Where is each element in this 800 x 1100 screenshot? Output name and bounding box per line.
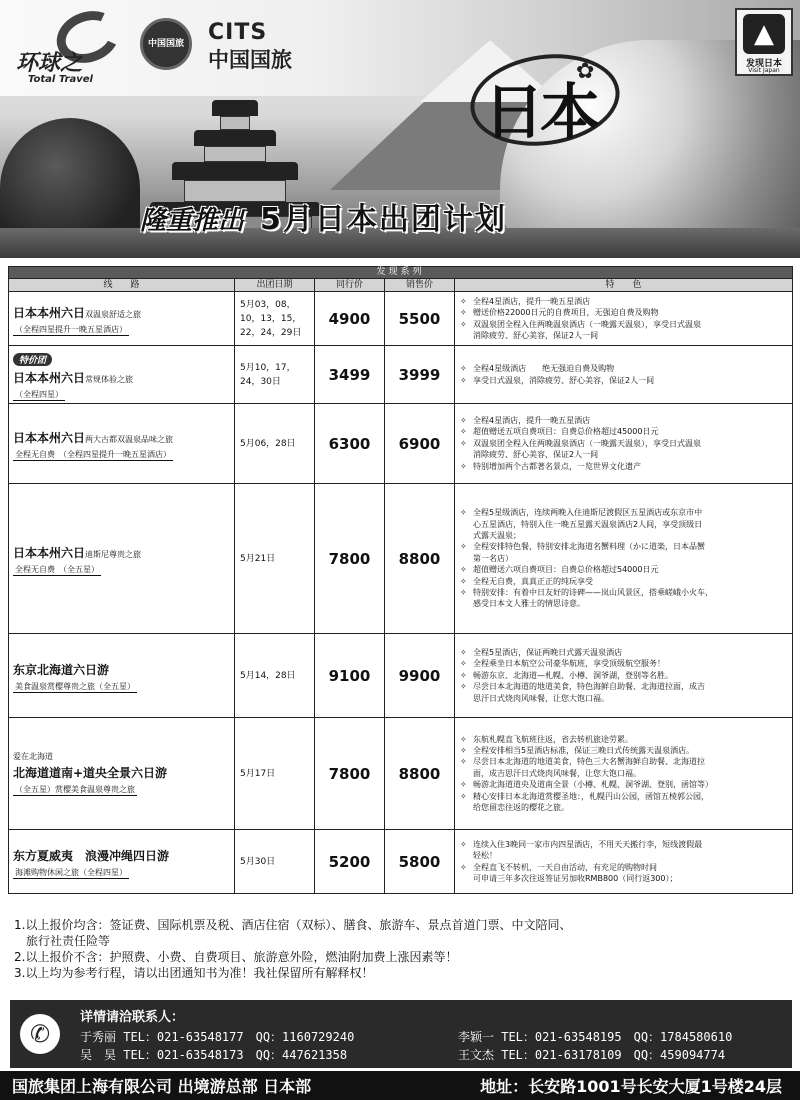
feature-item: 式露天温泉；: [473, 530, 521, 540]
feature-item: ✧ 全程乘坐日本航空公司豪华航班，享受顶级航空服务！: [459, 658, 788, 669]
sale-price: 9900: [385, 634, 455, 718]
route-cell: [9, 292, 235, 346]
feature-item: ✧ 畅游东京、北海道—札幌、小樽、洞爷湖，登别等名胜。: [459, 670, 788, 681]
feature-item: ✧ 享受日式温泉，消除疲劳、舒心美容，保证2人一间: [459, 375, 788, 386]
cits-logo: [140, 18, 310, 74]
feature-item: 消除疲劳、舒心美容，保证2人一间: [473, 450, 599, 460]
header-route: 线 路: [9, 279, 235, 292]
features-cell: [455, 718, 793, 830]
feature-item: ✧ 全程5星酒店，保证两晚日式露天温泉酒店: [459, 647, 788, 658]
features-cell: [455, 830, 793, 894]
tour-table-wrap: [8, 266, 792, 894]
features-list: [459, 647, 788, 704]
features-cell: [455, 292, 793, 346]
feature-item: ✧ 全程5星级酒店，连续两晚入住迪斯尼渡假区五星酒店或东京市中: [459, 507, 788, 518]
japan-title-text: 日本: [484, 78, 596, 148]
route-note: 全程无自费 （全五星）: [15, 564, 99, 574]
tour-body: [9, 292, 793, 894]
route-cell: [9, 634, 235, 718]
feature-item: ✧ 双温泉团全程入住两晚温泉酒店（一晚露天温泉），享受日式温泉: [459, 319, 788, 330]
departure-dates: 5月10，17，24，30日: [235, 346, 315, 404]
features-list: [459, 415, 788, 472]
contact-person: 吴 昊 TEL：021-63548173 QQ：447621358: [80, 1048, 348, 1062]
feature-item: ✧ 尽尝日本北海道的地道美食，特色海鲜自助餐、北海道拉面，成吉: [459, 681, 788, 692]
sale-price: 5500: [385, 292, 455, 346]
departure-dates: 5月14，28日: [235, 634, 315, 718]
feature-item: 面，成吉思汗日式烧肉风味餐，让您大饱口福。: [473, 768, 641, 778]
features-cell: [455, 346, 793, 404]
headline-launch: 隆重推出: [140, 206, 245, 236]
feature-item: ✧ 尽尝日本北海道的地道美食，特色三大名蟹海鲜自助餐、北海道拉: [459, 756, 788, 767]
feature-item: ✧ 双温泉团全程入住两晚温泉酒店（一晚露天温泉），享受日式温泉: [459, 438, 788, 449]
departure-dates: 5月06，28日: [235, 404, 315, 484]
contact-person: 王文杰 TEL：021-63178109 QQ：459094774: [458, 1048, 726, 1062]
route-name: 东方夏威夷 浪漫冲绳四日游: [13, 848, 170, 863]
feature-item: ✧ 精心安排日本北海道赏樱圣地：，札幌円山公园，函馆五棱郭公园，: [459, 791, 788, 802]
cits-emblem-icon: 中国国旅: [140, 18, 192, 70]
contact-panel: [10, 1000, 792, 1068]
route-name: 日本本州六日: [13, 545, 86, 560]
contact-person: 于秀丽 TEL：021-63548177 QQ：1160729240: [80, 1030, 355, 1044]
series-row: [9, 267, 793, 279]
peer-price: 4900: [315, 292, 385, 346]
price-notes: [14, 917, 794, 981]
route-cell: [9, 830, 235, 894]
header-dates: 出团日期: [235, 279, 315, 292]
sale-price: 5800: [385, 830, 455, 894]
route-cell: [9, 404, 235, 484]
route-note: 全程无自费 （全程四星提升一晚五星酒店）: [15, 449, 171, 459]
total-travel-logo: [16, 12, 126, 85]
route-note: 海滩购物休闲之旅（全程四星）: [15, 867, 127, 877]
feature-item: ✧ 全程4星级酒店 绝无强迫自费及购物: [459, 363, 788, 374]
contact-person: 李颖一 TEL：021-63548195 QQ：1784580610: [458, 1030, 733, 1044]
route-subtitle: 常规体验之旅: [85, 375, 134, 384]
feature-item: 第一名店）: [473, 553, 513, 563]
visit-japan-en: Visit Japan: [748, 67, 780, 74]
tour-table: [8, 266, 793, 894]
tree-graphic: [0, 118, 140, 238]
feature-item: ✧ 畅游北海道道央及道南全景（小樽、札幌、洞爷湖、登别，函馆等）: [459, 779, 788, 790]
note-line: 旅行社责任险等: [14, 934, 111, 948]
route-name: 东京北海道六日游: [13, 662, 110, 677]
headline: [140, 194, 700, 240]
footer-org: 国旅集团上海有限公司 出境游总部 日本部: [12, 1077, 312, 1096]
footer-address: 地址：长安路1001号长安大厦1号楼24层: [480, 1077, 782, 1096]
feature-item: 感受日本文人雅士的情思诗意。: [473, 599, 585, 609]
series-label: 发现系列: [9, 267, 793, 279]
total-travel-cn: 环球之: [16, 50, 83, 76]
note-line: 1.以上报价均含：签证费、国际机票及税、酒店住宿（双标）、膳食、旅游车、景点首道门票、中文陪同、: [14, 918, 572, 932]
features-list: [459, 296, 788, 342]
header-row: [9, 279, 793, 292]
tour-row: [9, 718, 793, 830]
route-cell: [9, 346, 235, 404]
sale-price: 8800: [385, 718, 455, 830]
feature-item: ✧ 全程安排相当5星酒店标准，保证三晚日式传统露天温泉酒店。: [459, 745, 788, 756]
feature-item: 消除疲劳、舒心美容，保证2人一间: [473, 330, 599, 340]
total-travel-en: Total Travel: [28, 74, 93, 85]
feature-item: 心五星酒店，特别入住一晚五星露天温泉酒店2人间，享受顶级日: [473, 519, 703, 529]
sale-price: 3999: [385, 346, 455, 404]
headline-plan: 5月日本出团计划: [260, 202, 507, 237]
route-subtitle: 迪斯尼尊贵之旅: [85, 549, 142, 559]
departure-dates: 5月30日: [235, 830, 315, 894]
feature-item: ✧ 全程直飞不转机，一天自由活动，有充足的购物时间: [459, 862, 788, 873]
sale-price: 6900: [385, 404, 455, 484]
sale-price: 8800: [385, 484, 455, 634]
feature-item: 可申请三年多次往返签证另加收RMB800（同行返300）；: [473, 873, 678, 883]
features-list: [459, 839, 788, 885]
visit-japan-logo: [735, 8, 793, 76]
feature-item: ✧ 赠送价格22000日元的自费项目，无强迫自费及购物: [459, 307, 788, 318]
feature-item: ✧ 连续入住3晚同一家市内四星酒店，不用天天搬行李，短线渡假最: [459, 839, 788, 850]
peer-price: 3499: [315, 346, 385, 404]
cits-cn: 中国国旅: [208, 48, 292, 72]
japan-title: [470, 55, 630, 150]
note-line: 2.以上报价不含：护照费、小费、自费项目、旅游意外险，燃油附加费上涨因素等！: [14, 950, 458, 964]
peer-price: 6300: [315, 404, 385, 484]
feature-item: ✧ 全程安排特色餐，特别安排北海道名蟹料理（かに道楽，日本品蟹: [459, 541, 788, 552]
tour-row: [9, 830, 793, 894]
features-cell: [455, 634, 793, 718]
departure-dates: 5月17日: [235, 718, 315, 830]
route-subtitle: 两大古都双温泉品味之旅: [85, 434, 174, 444]
route-lead: 爱在北海道: [13, 752, 53, 761]
flower-icon: ✿: [576, 59, 595, 84]
banner: [0, 0, 800, 258]
footer-bar: [0, 1071, 800, 1100]
peer-price: 9100: [315, 634, 385, 718]
departure-dates: 5月21日: [235, 484, 315, 634]
visit-japan-cn: 发现日本: [745, 59, 782, 69]
route-note: （全程四星提升一晚五星酒店）: [15, 324, 127, 334]
route-note: （全五星）赏樱美食温泉尊贵之旅: [15, 785, 135, 794]
route-name: 北海道道南+道央全景六日游: [13, 766, 168, 780]
feature-item: ✧ 全程4星酒店，提升一晚五星酒店: [459, 415, 788, 426]
departure-dates: 5月03，08，10，13，15，22，24，29日: [235, 292, 315, 346]
peer-price: 7800: [315, 718, 385, 830]
feature-item: ✧ 东航札幌直飞航班往返，省去转机旅途劳累。: [459, 734, 788, 745]
feature-item: ✧ 全程无自费，真真正正的纯玩享受: [459, 576, 788, 587]
feature-item: ✧ 超值赠送五项自费项目：自费总价格超过45000日元: [459, 426, 788, 437]
peer-price: 7800: [315, 484, 385, 634]
tour-row: [9, 634, 793, 718]
feature-item: 给您留恋往返的樱花之旅。: [473, 803, 569, 813]
feature-item: 思汗日式烧肉风味餐，让您大饱口福。: [473, 693, 609, 703]
feature-item: ✧ 特别安排：有着中日友好的诗碑——岚山风景区，搭乘嵯峨小火车，: [459, 587, 788, 598]
tour-row: [9, 484, 793, 634]
header-sale-price: 销售价: [385, 279, 455, 292]
route-cell: [9, 484, 235, 634]
header-features: 特 色: [455, 279, 793, 292]
tour-row: [9, 404, 793, 484]
feature-item: ✧ 全程4星酒店，提升一晚五星酒店: [459, 296, 788, 307]
features-cell: [455, 484, 793, 634]
phone-icon: ✆: [20, 1014, 60, 1054]
tour-row: [9, 346, 793, 404]
features-list: [459, 507, 788, 610]
special-offer-badge: 特价团: [13, 353, 52, 366]
features-list: [459, 363, 788, 386]
route-cell: [9, 718, 235, 830]
contact-title: 详情请洽联系人：: [80, 1010, 185, 1025]
note-line: 3.以上均为参考行程，请以出团通知书为准！我社保留所有解释权！: [14, 966, 374, 980]
feature-item: ✧ 特别增加两个古都著名景点，一览世界文化遗产: [459, 461, 788, 472]
route-note: 美食温泉赏樱尊贵之旅（全五星）: [15, 681, 135, 691]
mount-fuji-icon: ▲: [743, 14, 785, 54]
cits-en: CITS: [208, 20, 268, 45]
route-name: 日本本州六日: [13, 305, 86, 320]
route-note: （全程四星）: [15, 390, 63, 399]
feature-item: ✧ 超值赠送六项自费项目：自费总价格超过54000日元: [459, 564, 788, 575]
route-name: 日本本州六日: [13, 430, 86, 445]
feature-item: 轻松！: [473, 851, 497, 861]
features-cell: [455, 404, 793, 484]
tour-row: [9, 292, 793, 346]
peer-price: 5200: [315, 830, 385, 894]
header-peer-price: 同行价: [315, 279, 385, 292]
features-list: [459, 734, 788, 814]
route-name: 日本本州六日: [13, 371, 86, 385]
route-subtitle: 双温泉舒适之旅: [85, 309, 142, 319]
